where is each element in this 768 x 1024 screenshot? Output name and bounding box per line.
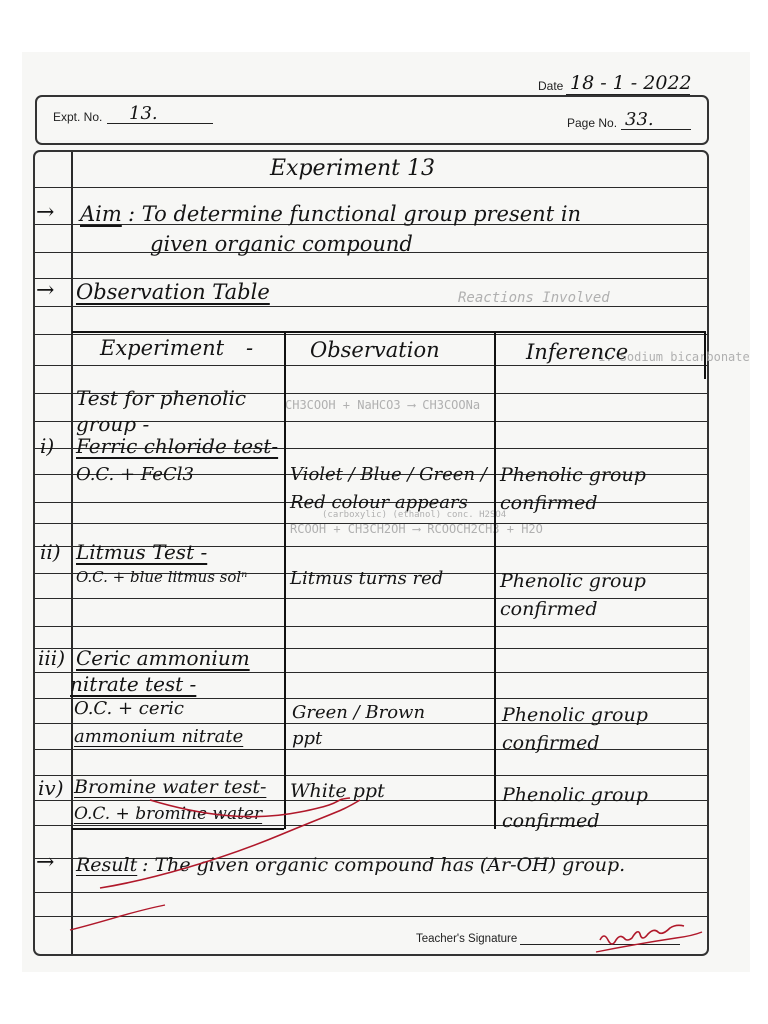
show-through-text: (carboxylic) (ethanol) conc. H2SO4 [322, 510, 507, 520]
header-dash: - [246, 336, 254, 360]
ruled-line [35, 825, 707, 826]
test-number: iii) [38, 646, 65, 670]
expt-no-value: 13. [129, 103, 158, 124]
test-observation: White ppt [290, 780, 385, 802]
test-observation: Litmus turns red [290, 568, 444, 589]
test-number: ii) [40, 540, 61, 564]
observation-label: Observation Table [76, 280, 270, 304]
test-procedure: O.C. + bromine water [74, 804, 263, 824]
table-bottom-border [72, 828, 284, 830]
header-box [35, 95, 709, 145]
test-number: i) [40, 434, 55, 458]
test-procedure: O.C. + blue litmus solⁿ [76, 568, 248, 586]
test-observation: Red colour appears [290, 492, 468, 513]
column-header-inference: Inference [526, 340, 629, 364]
ruled-line [35, 334, 707, 335]
date-label: Date [538, 79, 564, 93]
ruled-line [35, 749, 707, 750]
aim-text-line1: : To determine functional group present in [128, 202, 582, 226]
aim-arrow: → [36, 200, 55, 225]
test-name: Ceric ammonium [76, 646, 250, 670]
column-header-observation: Observation [310, 338, 440, 362]
column-header-experiment: Experiment [100, 336, 225, 360]
ruled-line [35, 892, 707, 893]
ruled-line [35, 187, 707, 188]
observation-arrow: → [36, 278, 55, 303]
test-inference: Phenolic group [502, 704, 648, 726]
show-through-text: CH3COOH + NaHCO3 ⟶ CH3COONa [285, 398, 481, 412]
teachers-signature-label: Teacher's Signature [416, 933, 518, 945]
test-intro-line1: Test for phenolic [76, 386, 247, 410]
result-arrow: → [36, 850, 55, 875]
ruled-line [35, 365, 707, 366]
result-text: : The given organic compound has (Ar-OH) group. [142, 854, 626, 876]
test-inference: confirmed [500, 598, 598, 620]
ruled-line [35, 306, 707, 307]
test-observation: ppt [292, 728, 323, 749]
ruled-line [35, 916, 707, 917]
show-through-text: Reactions Involved [458, 290, 610, 306]
test-name: nitrate test - [70, 672, 197, 696]
table-divider-2 [494, 331, 496, 829]
show-through-text: 1. Sodium bicarbonate [598, 350, 750, 364]
aim-label: Aim [80, 202, 122, 226]
test-name: Ferric chloride test- [76, 434, 279, 458]
page-no-value: 33. [625, 109, 654, 130]
test-procedure: ammonium nitrate [74, 726, 244, 747]
result-label: Result [76, 854, 138, 876]
test-name: Bromine water test- [74, 776, 267, 798]
test-name: Litmus Test - [76, 540, 208, 564]
test-procedure: O.C. + FeCl3 [76, 464, 194, 485]
expt-no-label: Expt. No. [53, 110, 103, 124]
page-no-label: Page No. [567, 116, 618, 130]
aim-text-line2: given organic compound [150, 232, 413, 256]
test-inference: Phenolic group [500, 570, 646, 592]
test-inference: confirmed [502, 732, 600, 754]
ruled-line [35, 278, 707, 279]
table-divider-1 [284, 331, 286, 829]
ruled-line [35, 626, 707, 627]
table-right-border [704, 331, 706, 379]
test-observation: Green / Brown [292, 702, 426, 723]
test-inference: confirmed [502, 810, 600, 832]
page-title: Experiment 13 [270, 156, 435, 181]
test-intro-line2: group - [76, 412, 150, 436]
date-value: 18 - 1 - 2022 [570, 72, 692, 94]
margin-line [71, 152, 73, 954]
show-through-text: RCOOH + CH3CH2OH ⟶ RCOOCH2CH3 + H2O [290, 522, 543, 536]
teacher-signature [590, 918, 710, 958]
table-top-border [72, 331, 704, 333]
test-inference: Phenolic group [500, 464, 646, 486]
test-inference: Phenolic group [502, 784, 648, 806]
test-observation: Violet / Blue / Green / [290, 464, 487, 485]
test-inference: confirmed [500, 492, 598, 514]
test-procedure: O.C. + ceric [74, 698, 184, 719]
test-number: iv) [38, 776, 64, 800]
ruled-line [35, 598, 707, 599]
